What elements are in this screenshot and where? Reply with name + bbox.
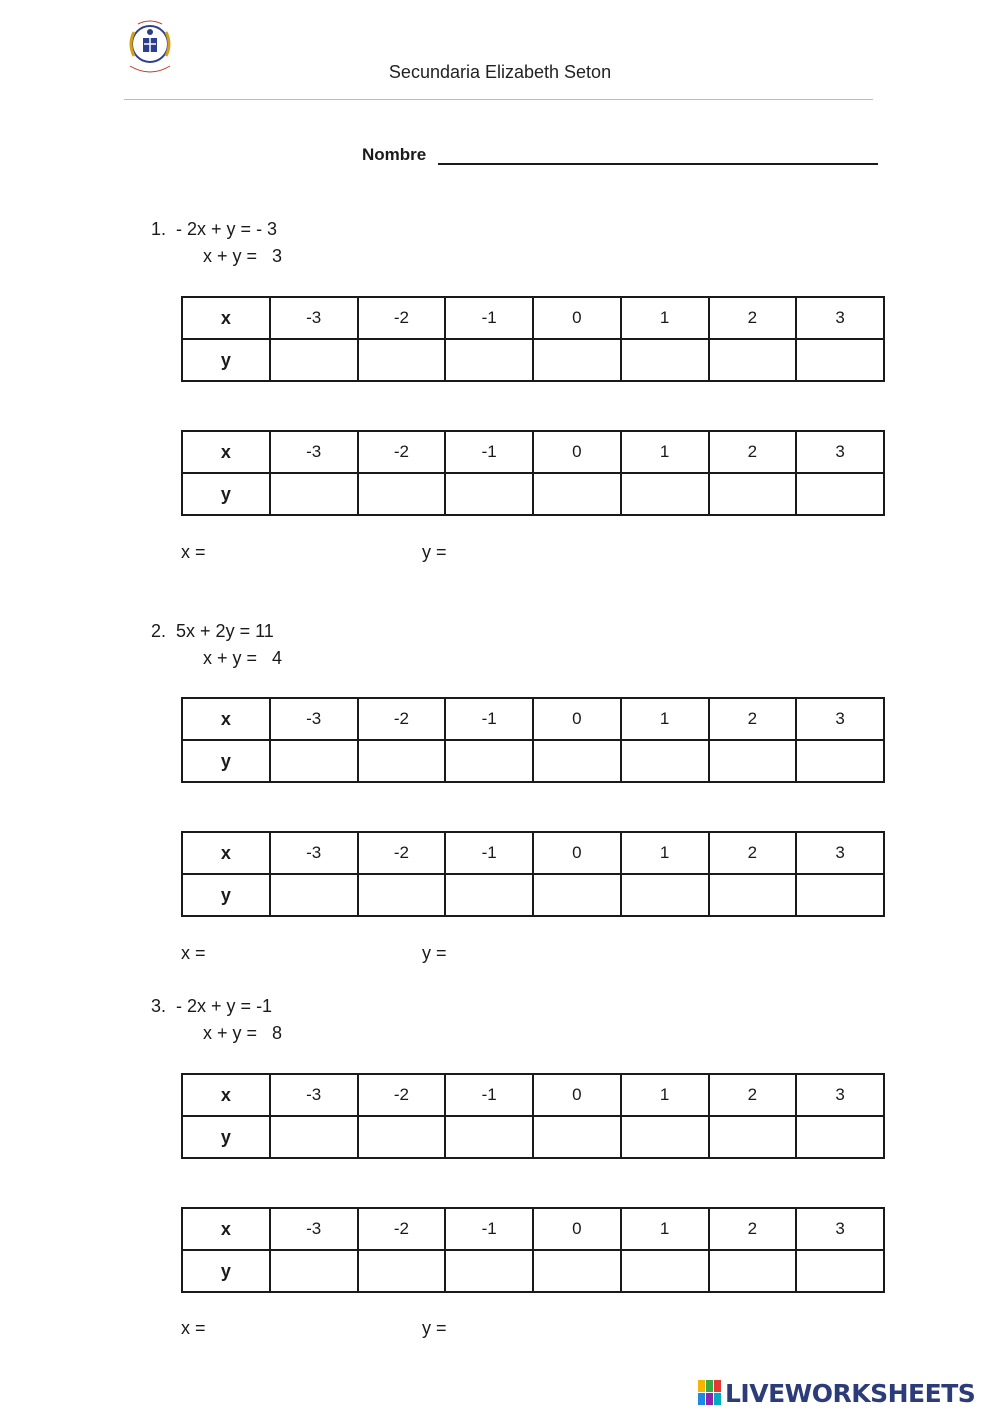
y-answer-label: y = — [422, 1318, 447, 1338]
y-answer-label: y = — [422, 542, 447, 562]
y-row — [182, 740, 884, 782]
x-value-cell: 2 — [709, 297, 797, 339]
problem-number: 2. — [151, 621, 167, 641]
y-row — [182, 874, 884, 916]
y-answer-cell[interactable] — [358, 473, 446, 515]
y-answer-cell[interactable] — [358, 1116, 446, 1158]
x-row — [182, 1208, 884, 1250]
x-value-cell: -2 — [358, 832, 446, 874]
y-answer-cell[interactable] — [621, 740, 709, 782]
problem-1-eq1 — [151, 219, 277, 240]
x-value-cell: 2 — [709, 832, 797, 874]
equation: 5x + 2y = 11 — [176, 621, 274, 641]
y-header-cell: y — [182, 740, 270, 782]
y-answer-cell[interactable] — [796, 339, 884, 381]
school-name: Secundaria Elizabeth Seton — [388, 62, 612, 82]
x-header-cell: x — [182, 297, 270, 339]
value-table — [181, 1207, 885, 1293]
y-header-cell: y — [182, 339, 270, 381]
x-value-cell: -3 — [270, 431, 358, 473]
y-answer-cell[interactable] — [533, 339, 621, 381]
x-value-cell: 3 — [796, 698, 884, 740]
y-answer-cell[interactable] — [621, 1250, 709, 1292]
x-value-cell: -3 — [270, 1074, 358, 1116]
x-value-cell: 1 — [621, 698, 709, 740]
x-value-cell: 0 — [533, 832, 621, 874]
y-row — [182, 1116, 884, 1158]
x-value-cell: -1 — [445, 698, 533, 740]
problem-1-eq2: x + y = 3 — [203, 246, 283, 266]
x-value-cell: -1 — [445, 1208, 533, 1250]
y-header-cell: y — [182, 1116, 270, 1158]
x-value-cell: 0 — [533, 698, 621, 740]
x-row — [182, 1074, 884, 1116]
y-header-cell: y — [182, 874, 270, 916]
y-answer-cell[interactable] — [709, 1116, 797, 1158]
y-answer-cell[interactable] — [270, 339, 358, 381]
y-answer-cell[interactable] — [270, 1116, 358, 1158]
x-value-cell: -1 — [445, 1074, 533, 1116]
y-answer-cell[interactable] — [445, 1250, 533, 1292]
y-answer-cell[interactable] — [533, 1116, 621, 1158]
x-value-cell: 2 — [709, 431, 797, 473]
x-value-cell: -2 — [358, 297, 446, 339]
x-answer-label: x = — [181, 1318, 206, 1338]
y-answer-cell[interactable] — [270, 740, 358, 782]
x-value-cell: -1 — [445, 297, 533, 339]
y-answer-cell[interactable] — [445, 339, 533, 381]
y-answer-cell[interactable] — [709, 1250, 797, 1292]
x-value-cell: 1 — [621, 1208, 709, 1250]
x-value-cell: 2 — [709, 698, 797, 740]
x-value-cell: 0 — [533, 1208, 621, 1250]
x-header-cell: x — [182, 1208, 270, 1250]
x-row — [182, 297, 884, 339]
x-value-cell: -2 — [358, 698, 446, 740]
x-row — [182, 832, 884, 874]
y-answer-cell[interactable] — [621, 1116, 709, 1158]
y-answer-cell[interactable] — [358, 740, 446, 782]
x-value-cell: -3 — [270, 698, 358, 740]
y-answer-cell[interactable] — [533, 740, 621, 782]
x-row — [182, 431, 884, 473]
value-table — [181, 430, 885, 516]
x-header-cell: x — [182, 832, 270, 874]
value-table — [181, 831, 885, 917]
x-value-cell: -3 — [270, 1208, 358, 1250]
value-table — [181, 697, 885, 783]
equation: - 2x + y = -1 — [176, 996, 273, 1016]
y-answer-cell[interactable] — [358, 874, 446, 916]
x-value-cell: -2 — [358, 1074, 446, 1116]
x-value-cell: 1 — [621, 297, 709, 339]
x-value-cell: -3 — [270, 297, 358, 339]
liveworksheets-icon — [698, 1380, 722, 1406]
x-value-cell: 3 — [796, 1074, 884, 1116]
y-answer-cell[interactable] — [796, 740, 884, 782]
problem-2-eq1 — [151, 621, 274, 642]
y-answer-cell[interactable] — [709, 473, 797, 515]
liveworksheets-brand — [698, 1378, 975, 1408]
y-answer-cell[interactable] — [358, 339, 446, 381]
name-label: Nombre — [362, 145, 427, 164]
y-answer-cell[interactable] — [445, 1116, 533, 1158]
x-value-cell: 3 — [796, 1208, 884, 1250]
x-value-cell: 0 — [533, 431, 621, 473]
y-header-cell: y — [182, 1250, 270, 1292]
y-row — [182, 1250, 884, 1292]
y-answer-cell[interactable] — [621, 874, 709, 916]
y-answer-cell[interactable] — [796, 874, 884, 916]
x-value-cell: 3 — [796, 832, 884, 874]
header-divider — [124, 99, 873, 100]
y-answer-cell[interactable] — [533, 874, 621, 916]
x-value-cell: 0 — [533, 297, 621, 339]
y-answer-cell[interactable] — [445, 874, 533, 916]
y-answer-cell[interactable] — [709, 740, 797, 782]
y-answer-cell[interactable] — [533, 1250, 621, 1292]
x-value-cell: -2 — [358, 1208, 446, 1250]
x-value-cell: -1 — [445, 832, 533, 874]
problem-3-eq1 — [151, 996, 272, 1017]
y-answer-cell[interactable] — [270, 1250, 358, 1292]
x-value-cell: -1 — [445, 431, 533, 473]
y-answer-cell[interactable] — [796, 473, 884, 515]
x-header-cell: x — [182, 1074, 270, 1116]
y-answer-cell[interactable] — [445, 473, 533, 515]
y-answer-cell[interactable] — [796, 1250, 884, 1292]
y-header-cell: y — [182, 473, 270, 515]
y-answer-cell[interactable] — [709, 339, 797, 381]
y-row — [182, 473, 884, 515]
value-table — [181, 1073, 885, 1159]
problem-2-eq2: x + y = 4 — [203, 648, 283, 668]
x-value-cell: 1 — [621, 431, 709, 473]
x-value-cell: 0 — [533, 1074, 621, 1116]
x-value-cell: -3 — [270, 832, 358, 874]
x-value-cell: -2 — [358, 431, 446, 473]
value-table — [181, 296, 885, 382]
y-answer-cell[interactable] — [621, 473, 709, 515]
y-answer-cell[interactable] — [621, 339, 709, 381]
y-answer-cell[interactable] — [709, 874, 797, 916]
problem-3-eq2: x + y = 8 — [203, 1023, 283, 1043]
x-row — [182, 698, 884, 740]
x-value-cell: 1 — [621, 1074, 709, 1116]
name-input-line[interactable] — [438, 163, 878, 165]
liveworksheets-text: LIVEWORKSHEETS — [725, 1378, 976, 1408]
y-answer-cell[interactable] — [796, 1116, 884, 1158]
x-value-cell: 1 — [621, 832, 709, 874]
x-value-cell: 3 — [796, 431, 884, 473]
x-answer-label: x = — [181, 542, 206, 562]
y-answer-label: y = — [422, 943, 447, 963]
x-answer-label: x = — [181, 943, 206, 963]
problem-number: 1. — [151, 219, 167, 239]
y-answer-cell[interactable] — [270, 473, 358, 515]
y-row — [182, 339, 884, 381]
y-answer-cell[interactable] — [533, 473, 621, 515]
x-value-cell: 3 — [796, 297, 884, 339]
x-header-cell: x — [182, 698, 270, 740]
x-header-cell: x — [182, 431, 270, 473]
x-value-cell: 2 — [709, 1208, 797, 1250]
y-answer-cell[interactable] — [445, 740, 533, 782]
problem-number: 3. — [151, 996, 167, 1016]
equation: - 2x + y = - 3 — [176, 219, 278, 239]
y-answer-cell[interactable] — [358, 1250, 446, 1292]
x-value-cell: 2 — [709, 1074, 797, 1116]
y-answer-cell[interactable] — [270, 874, 358, 916]
